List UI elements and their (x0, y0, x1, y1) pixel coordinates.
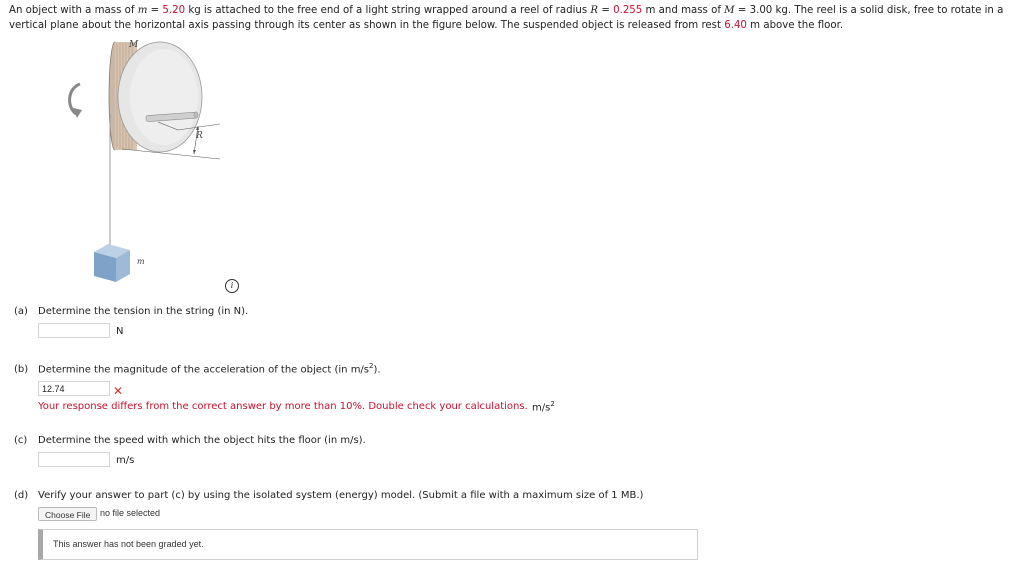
height-value: 6.40 (724, 20, 747, 31)
tension-input[interactable] (38, 323, 110, 338)
question-c-label: (c) (14, 435, 28, 446)
grading-status-text: This answer has not been graded yet. (53, 539, 204, 549)
grading-status-box (38, 529, 698, 560)
tension-unit: N (116, 326, 124, 337)
question-b-label: (b) (14, 364, 29, 375)
speed-unit: m/s (116, 455, 135, 466)
speed-input[interactable] (38, 452, 110, 467)
acceleration-input[interactable]: 12.74 (38, 381, 110, 396)
label-m: m (137, 257, 145, 266)
radius-value: 0.255 (613, 5, 643, 16)
acceleration-feedback: Your response differs from the correct answer by more than 10%. Double check your calculations. (38, 401, 528, 412)
acceleration-unit: $m/s^2$ (532, 400, 555, 414)
reel-diagram (60, 36, 250, 296)
label-R: R (196, 131, 203, 141)
question-d-label: (d) (14, 490, 29, 501)
choose-file-button[interactable]: Choose File (38, 507, 97, 521)
question-c-text: Determine the speed with which the object hits the floor (in m/s). (38, 435, 366, 446)
incorrect-x-icon: ✕ (113, 384, 124, 398)
problem-statement: An object with a mass of m = 5.20 kg is attached to the free end of a light string wrapped around a reel of radius R = 0.255 m and mass of M = 3.00 kg. The reel is a solid disk, free to rotate in a vertical plane about the horizontal axis passing through its center as shown in the figure below. The suspended object is released from rest 6.40 m above the floor. (9, 5, 1004, 31)
info-icon[interactable]: i (225, 279, 239, 293)
question-a-text: Determine the tension in the string (in N). (38, 306, 249, 317)
reel-figure (60, 36, 250, 296)
question-a-label: (a) (14, 306, 28, 317)
question-d-text: Verify your answer to part (c) by using the isolated system (energy) model. (Submit a file with a maximum size of 1 MB.) (38, 490, 644, 501)
file-status: no file selected (100, 508, 161, 518)
question-b-text: Determine the magnitude of the acceleration of the object (in $m/s^2$). (38, 362, 381, 376)
mass-m-value: 5.20 (162, 5, 186, 16)
label-M: M (129, 40, 139, 50)
